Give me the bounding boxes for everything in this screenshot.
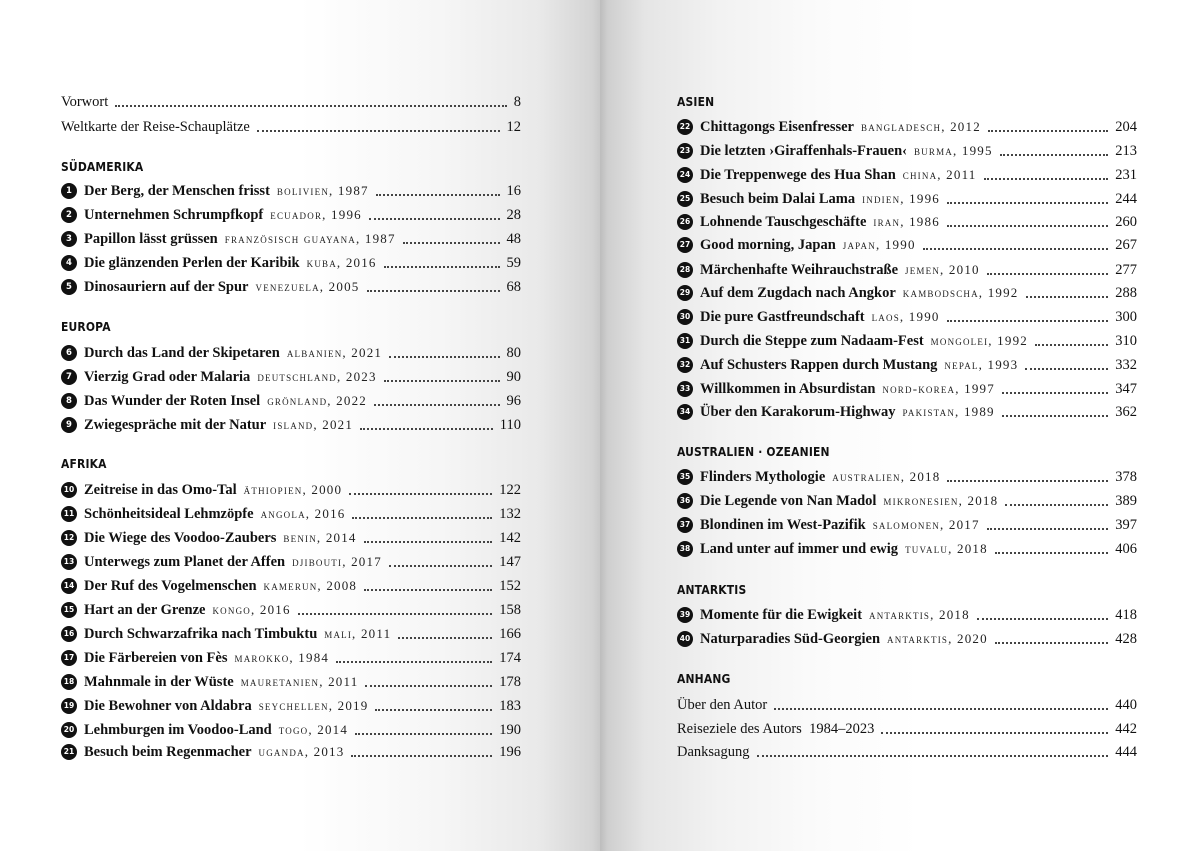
chapter-number-badge: 25 <box>677 191 693 207</box>
toc-location: bolivien, 1987 <box>276 183 369 198</box>
chapter-number-badge: 30 <box>677 309 693 325</box>
toc-entry[interactable] <box>61 414 521 436</box>
toc-entry[interactable] <box>61 671 521 693</box>
chapter-number-badge: 24 <box>677 167 693 183</box>
chapter-number-badge: 4 <box>61 255 77 271</box>
chapter-number-badge: 34 <box>677 404 693 420</box>
toc-location: nord-korea, 1997 <box>882 381 995 396</box>
chapter-number-badge: 32 <box>677 357 693 373</box>
toc-title: Märchenhafte Weihrauchstraße <box>700 262 899 278</box>
toc-entry[interactable] <box>677 401 1137 423</box>
chapter-number-badge: 6 <box>61 345 77 361</box>
dot-leader <box>364 589 492 591</box>
chapter-number-badge: 38 <box>677 541 693 557</box>
toc-page-number: 440 <box>1115 697 1137 713</box>
toc-page-number: 288 <box>1115 285 1137 301</box>
section-heading-suedamerika: SÜDAMERIKA <box>61 159 144 174</box>
dot-leader <box>367 290 500 292</box>
toc-page-number: 68 <box>506 279 521 295</box>
dot-leader <box>115 105 506 107</box>
toc-entry[interactable] <box>677 330 1137 352</box>
toc-entry[interactable] <box>61 551 521 573</box>
toc-title: Besuch beim Regenmacher <box>84 744 252 760</box>
toc-entry[interactable] <box>61 204 521 226</box>
toc-page-number: 122 <box>499 482 521 498</box>
chapter-number-badge: 29 <box>677 285 693 301</box>
toc-page-number: 444 <box>1115 744 1137 760</box>
toc-entry[interactable] <box>677 116 1137 138</box>
dot-leader <box>1005 504 1108 506</box>
dot-leader <box>947 202 1108 204</box>
toc-entry[interactable] <box>61 252 521 274</box>
toc-entry[interactable] <box>61 623 521 645</box>
chapter-number-badge: 16 <box>61 626 77 642</box>
toc-title: Chittagongs Eisenfresser <box>700 119 854 135</box>
toc-location: angola, 2016 <box>260 506 346 521</box>
toc-page-number: 174 <box>499 650 521 666</box>
toc-entry[interactable] <box>61 527 521 549</box>
toc-page-number: 48 <box>506 231 521 247</box>
toc-page-number: 213 <box>1115 143 1137 159</box>
toc-appendix-item[interactable] <box>677 718 1137 740</box>
dot-leader <box>257 130 500 132</box>
toc-location: tuvalu, 2018 <box>905 541 988 556</box>
toc-location: kongo, 2016 <box>212 602 291 617</box>
dot-leader <box>349 493 492 495</box>
toc-title: Willkommen in Absurdistan <box>700 381 876 397</box>
dot-leader <box>355 733 492 735</box>
toc-entry[interactable] <box>677 164 1137 186</box>
dot-leader <box>774 708 1108 710</box>
toc-page-number: 347 <box>1115 381 1137 397</box>
dot-leader <box>988 130 1108 132</box>
toc-title: Weltkarte der Reise-Schauplätze <box>61 119 250 135</box>
toc-entry[interactable] <box>61 503 521 525</box>
toc-appendix-item[interactable] <box>677 694 1137 716</box>
toc-title: Land unter auf immer und ewig <box>700 541 899 557</box>
toc-title: Besuch beim Dalai Lama <box>700 191 856 207</box>
toc-title: Durch das Land der Skipetaren <box>84 345 280 361</box>
dot-leader <box>881 732 1108 734</box>
toc-page-number: 132 <box>499 506 521 522</box>
toc-location: mikronesien, 2018 <box>883 493 999 508</box>
toc-title: Good morning, Japan <box>700 237 836 253</box>
toc-front-item[interactable] <box>61 116 521 138</box>
dot-leader <box>369 218 500 220</box>
chapter-number-badge: 21 <box>61 744 77 760</box>
toc-location: kuba, 2016 <box>306 255 377 270</box>
toc-entry[interactable] <box>677 466 1137 488</box>
chapter-number-badge: 27 <box>677 237 693 253</box>
toc-entry[interactable] <box>677 306 1137 328</box>
toc-page-number: 147 <box>499 554 521 570</box>
toc-location: pakistan, 1989 <box>902 404 995 419</box>
toc-entry[interactable] <box>61 228 521 250</box>
toc-page-number: 190 <box>499 722 521 738</box>
toc-location: venezuela, 2005 <box>255 279 360 294</box>
toc-location: mongolei, 1992 <box>930 333 1028 348</box>
dot-leader <box>995 642 1108 644</box>
toc-page-number: 166 <box>499 626 521 642</box>
dot-leader <box>947 320 1109 322</box>
toc-entry[interactable] <box>677 188 1137 210</box>
toc-location: marokko, 1984 <box>234 650 330 665</box>
toc-entry[interactable] <box>61 479 521 501</box>
dot-leader <box>365 685 492 687</box>
chapter-number-badge: 8 <box>61 393 77 409</box>
chapter-number-badge: 20 <box>61 722 77 738</box>
chapter-number-badge: 10 <box>61 482 77 498</box>
toc-title: Zwiegespräche mit der Natur <box>84 417 267 433</box>
dot-leader <box>1002 415 1108 417</box>
dot-leader <box>1000 154 1109 156</box>
toc-page-number: 90 <box>506 369 521 385</box>
toc-title: Vorwort <box>61 94 109 110</box>
toc-location: jemen, 2010 <box>905 262 980 277</box>
toc-title: Unterwegs zum Planet der Affen <box>84 554 286 570</box>
chapter-number-badge: 5 <box>61 279 77 295</box>
toc-page-number: 406 <box>1115 541 1137 557</box>
toc-location: kamerun, 2008 <box>263 578 358 593</box>
toc-page-number: 178 <box>499 674 521 690</box>
toc-page-number: 277 <box>1115 262 1137 278</box>
chapter-number-badge: 2 <box>61 207 77 223</box>
toc-page-number: 260 <box>1115 214 1137 230</box>
toc-appendix-item[interactable] <box>677 741 1137 763</box>
toc-title: Lehmburgen im Voodoo-Land <box>84 722 272 738</box>
chapter-number-badge: 22 <box>677 119 693 135</box>
toc-location: kambodscha, 1992 <box>902 285 1019 300</box>
toc-title: Flinders Mythologie <box>700 469 826 485</box>
toc-entry[interactable] <box>677 211 1137 233</box>
dot-leader <box>384 380 500 382</box>
toc-entry[interactable] <box>677 140 1137 162</box>
dot-leader <box>977 618 1108 620</box>
section-heading-australien-ozeanien: AUSTRALIEN · OZEANIEN <box>677 444 830 459</box>
dot-leader <box>352 517 492 519</box>
toc-page-number: 16 <box>506 183 521 199</box>
dot-leader <box>1035 344 1108 346</box>
chapter-number-badge: 36 <box>677 493 693 509</box>
toc-page-number: 8 <box>513 94 521 110</box>
toc-entry[interactable] <box>677 378 1137 400</box>
chapter-number-badge: 28 <box>677 262 693 278</box>
toc-location: antarktis, 2020 <box>887 631 988 646</box>
toc-location: togo, 2014 <box>278 722 349 737</box>
toc-title: Mahnmale in der Wüste <box>84 674 234 690</box>
dot-leader <box>384 266 500 268</box>
chapter-number-badge: 35 <box>677 469 693 485</box>
dot-leader <box>364 541 493 543</box>
toc-entry[interactable] <box>677 538 1137 560</box>
toc-title: Die Wiege des Voodoo-Zaubers <box>84 530 277 546</box>
toc-location: mali, 2011 <box>324 626 392 641</box>
dot-leader <box>298 613 493 615</box>
toc-title: Durch die Steppe zum Nadaam-Fest <box>700 333 924 349</box>
chapter-number-badge: 31 <box>677 333 693 349</box>
chapter-number-badge: 9 <box>61 417 77 433</box>
toc-entry[interactable] <box>61 180 521 202</box>
toc-title: Reiseziele des Autors 1984–2023 <box>677 721 875 737</box>
toc-page-number: 59 <box>506 255 521 271</box>
toc-title: Die letzten ›Giraffenhals-Frauen‹ <box>700 143 907 159</box>
toc-location: deutschland, 2023 <box>257 369 377 384</box>
dot-leader <box>984 178 1109 180</box>
toc-entry[interactable] <box>61 719 521 741</box>
toc-entry[interactable] <box>61 741 521 763</box>
toc-title: Durch Schwarzafrika nach Timbuktu <box>84 626 318 642</box>
toc-entry[interactable] <box>61 390 521 412</box>
toc-title: Die pure Gastfreundschaft <box>700 309 865 325</box>
toc-page-number: 152 <box>499 578 521 594</box>
toc-title: Dinosauriern auf der Spur <box>84 279 249 295</box>
toc-title: Auf dem Zugdach nach Angkor <box>700 285 896 301</box>
toc-entry[interactable] <box>61 366 521 388</box>
dot-leader <box>398 637 492 639</box>
toc-page-number: 362 <box>1115 404 1137 420</box>
toc-entry[interactable] <box>677 514 1137 536</box>
toc-page-number: 28 <box>506 207 521 223</box>
section-heading-europa: EUROPA <box>61 319 111 334</box>
chapter-number-badge: 37 <box>677 517 693 533</box>
section-heading-afrika: AFRIKA <box>61 456 107 471</box>
dot-leader <box>1002 392 1108 394</box>
toc-entry[interactable] <box>677 234 1137 256</box>
toc-page-number: 204 <box>1115 119 1137 135</box>
toc-location: island, 2021 <box>273 417 354 432</box>
dot-leader <box>995 552 1108 554</box>
toc-location: ecuador, 1996 <box>270 207 362 222</box>
toc-title: Schönheitsideal Lehmzöpfe <box>84 506 254 522</box>
chapter-number-badge: 40 <box>677 631 693 647</box>
dot-leader <box>375 709 492 711</box>
toc-title: Papillon lässt grüssen <box>84 231 218 247</box>
chapter-number-badge: 14 <box>61 578 77 594</box>
toc-location: burma, 1995 <box>913 143 993 158</box>
toc-page-number: 158 <box>499 602 521 618</box>
toc-entry[interactable] <box>61 599 521 621</box>
toc-page-number: 231 <box>1115 167 1137 183</box>
toc-title: Über den Autor <box>677 697 768 713</box>
toc-title: Der Berg, der Menschen frisst <box>84 183 270 199</box>
toc-title: Auf Schusters Rappen durch Mustang <box>700 357 938 373</box>
toc-title: Vierzig Grad oder Malaria <box>84 369 251 385</box>
toc-page-number: 110 <box>499 417 521 433</box>
dot-leader <box>360 428 493 430</box>
dot-leader <box>1026 296 1109 298</box>
toc-page-number: 389 <box>1115 493 1137 509</box>
dot-leader <box>376 194 500 196</box>
toc-location: nepal, 1993 <box>944 357 1019 372</box>
toc-location: seychellen, 2019 <box>258 698 369 713</box>
toc-page-number: 397 <box>1115 517 1137 533</box>
chapter-number-badge: 13 <box>61 554 77 570</box>
section-heading-asien: ASIEN <box>677 94 715 109</box>
toc-page-number: 244 <box>1115 191 1137 207</box>
chapter-number-badge: 19 <box>61 698 77 714</box>
toc-location: indien, 1996 <box>862 191 940 206</box>
dot-leader <box>947 480 1108 482</box>
toc-page-number: 310 <box>1115 333 1137 349</box>
toc-location: china, 2011 <box>902 167 977 182</box>
dot-leader <box>351 755 492 757</box>
section-heading-antarktis: ANTARKTIS <box>677 582 747 597</box>
section-heading-anhang: ANHANG <box>677 671 731 686</box>
chapter-number-badge: 18 <box>61 674 77 690</box>
toc-page-number: 418 <box>1115 607 1137 623</box>
toc-location: australien, 2018 <box>832 469 941 484</box>
toc-page-number: 428 <box>1115 631 1137 647</box>
toc-location: antarktis, 2018 <box>869 607 970 622</box>
toc-page-number: 267 <box>1115 237 1137 253</box>
toc-entry[interactable] <box>677 282 1137 304</box>
dot-leader <box>987 528 1109 530</box>
chapter-number-badge: 11 <box>61 506 77 522</box>
toc-title: Unternehmen Schrumpfkopf <box>84 207 264 223</box>
toc-location: mauretanien, 2011 <box>240 674 359 689</box>
toc-location: iran, 1986 <box>873 214 940 229</box>
chapter-number-badge: 33 <box>677 381 693 397</box>
toc-page-number: 300 <box>1115 309 1137 325</box>
toc-title: Der Ruf des Vogelmenschen <box>84 578 257 594</box>
toc-title: Blondinen im West-Pazifik <box>700 517 866 533</box>
chapter-number-badge: 39 <box>677 607 693 623</box>
toc-location: grönland, 2022 <box>267 393 367 408</box>
toc-location: bangladesch, 2012 <box>861 119 981 134</box>
toc-location: benin, 2014 <box>283 530 357 545</box>
toc-location: französisch guayana, 1987 <box>224 231 396 246</box>
toc-title: Zeitreise in das Omo-Tal <box>84 482 237 498</box>
toc-title: Lohnende Tauschgeschäfte <box>700 214 867 230</box>
toc-page-number: 96 <box>506 393 521 409</box>
dot-leader <box>389 565 492 567</box>
dot-leader <box>389 356 499 358</box>
toc-title: Die Färbereien von Fès <box>84 650 228 666</box>
toc-entry[interactable] <box>677 490 1137 512</box>
toc-entry[interactable] <box>61 276 521 298</box>
chapter-number-badge: 12 <box>61 530 77 546</box>
toc-location: albanien, 2021 <box>286 345 383 360</box>
toc-title: Die Legende von Nan Madol <box>700 493 877 509</box>
right-page <box>600 0 1200 851</box>
toc-title: Hart an der Grenze <box>84 602 206 618</box>
chapter-number-badge: 17 <box>61 650 77 666</box>
toc-page-number: 80 <box>506 345 521 361</box>
toc-title: Über den Karakorum-Highway <box>700 404 896 420</box>
toc-title: Danksagung <box>677 744 750 760</box>
dot-leader <box>1025 368 1108 370</box>
toc-entry[interactable] <box>61 575 521 597</box>
toc-title: Die Treppenwege des Hua Shan <box>700 167 896 183</box>
toc-entry[interactable] <box>677 259 1137 281</box>
toc-title: Das Wunder der Roten Insel <box>84 393 261 409</box>
toc-entry[interactable] <box>61 342 521 364</box>
toc-page-number: 378 <box>1115 469 1137 485</box>
toc-front-item[interactable] <box>61 91 521 113</box>
toc-location: japan, 1990 <box>842 237 916 252</box>
toc-title: Die Bewohner von Aldabra <box>84 698 252 714</box>
toc-page-number: 196 <box>499 744 521 760</box>
chapter-number-badge: 3 <box>61 231 77 247</box>
chapter-number-badge: 1 <box>61 183 77 199</box>
toc-entry[interactable] <box>677 354 1137 376</box>
toc-location: äthiopien, 2000 <box>243 482 343 497</box>
toc-location: salomonen, 2017 <box>872 517 980 532</box>
toc-page-number: 183 <box>499 698 521 714</box>
chapter-number-badge: 15 <box>61 602 77 618</box>
dot-leader <box>374 404 500 406</box>
toc-entry[interactable] <box>61 647 521 669</box>
toc-entry[interactable] <box>677 628 1137 650</box>
chapter-number-badge: 7 <box>61 369 77 385</box>
toc-page-number: 442 <box>1115 721 1137 737</box>
toc-location: laos, 1990 <box>871 309 940 324</box>
toc-page-number: 332 <box>1115 357 1137 373</box>
toc-location: uganda, 2013 <box>258 744 345 759</box>
toc-page-number: 12 <box>506 119 521 135</box>
dot-leader <box>947 225 1108 227</box>
dot-leader <box>987 273 1109 275</box>
dot-leader <box>403 242 500 244</box>
toc-page-number: 142 <box>499 530 521 546</box>
dot-leader <box>923 248 1109 250</box>
dot-leader <box>336 661 492 663</box>
toc-entry[interactable] <box>677 604 1137 626</box>
toc-location: djibouti, 2017 <box>292 554 382 569</box>
toc-title: Die glänzenden Perlen der Karibik <box>84 255 300 271</box>
toc-entry[interactable] <box>61 695 521 717</box>
toc-title: Momente für die Ewigkeit <box>700 607 863 623</box>
chapter-number-badge: 23 <box>677 143 693 159</box>
toc-title: Naturparadies Süd-Georgien <box>700 631 881 647</box>
dot-leader <box>757 755 1109 757</box>
chapter-number-badge: 26 <box>677 214 693 230</box>
